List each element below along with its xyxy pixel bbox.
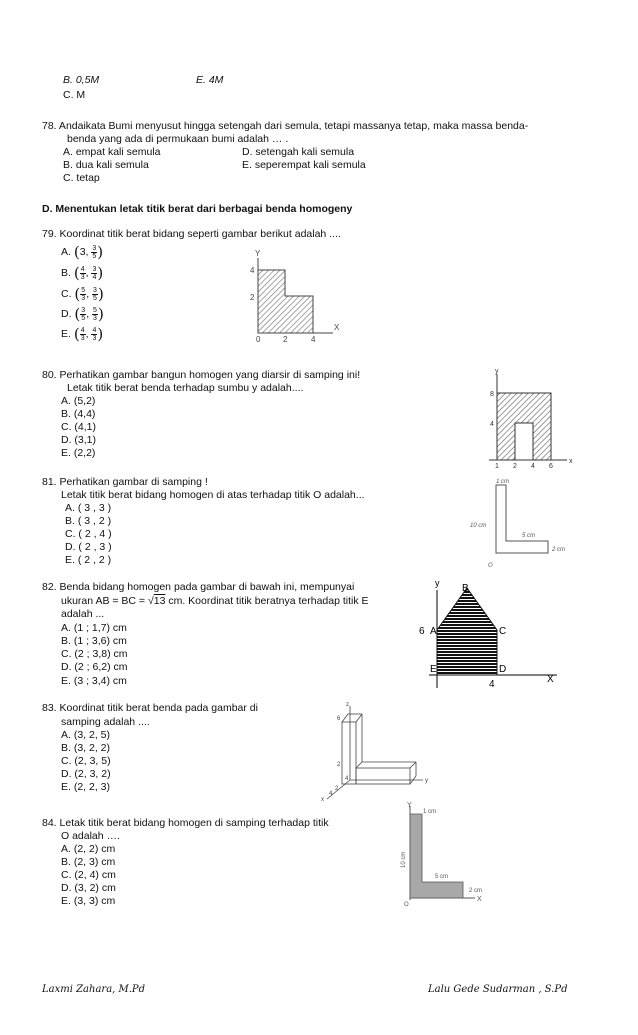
- q78-option-e: E. seperempat kali semula: [242, 159, 366, 171]
- q84-figure: [395, 802, 500, 907]
- q82-figure: [415, 574, 565, 692]
- q82-shaded-house: [437, 588, 497, 677]
- q79-shaded-region: [258, 270, 313, 333]
- q82-y-label: y: [435, 578, 440, 588]
- q81-l-shape: [496, 485, 548, 553]
- q80-tick-x2: 2: [513, 463, 517, 470]
- q84-question-line2: O adalah ….: [61, 830, 120, 842]
- section-heading: D. Menentukan letak titik berat dari berbagai benda homogeny: [42, 203, 353, 215]
- q83-label-6: 6: [337, 716, 341, 722]
- q83-option-a: A. (3, 2, 5): [61, 729, 111, 741]
- q81-label-origin: O: [488, 563, 493, 569]
- q84-label-origin: O: [404, 902, 409, 908]
- q79-question: 79. Koordinat titik berat bidang seperti gambar berikut adalah ....: [42, 228, 341, 240]
- q80-option-d: D. (3,1): [61, 434, 97, 446]
- q82-option-d: D. (2 ; 6,2) cm: [61, 661, 128, 673]
- q83-option-d: D. (2, 3, 2): [61, 768, 111, 780]
- q81-label-mid: 5 cm: [522, 533, 536, 539]
- footer-left-author: Laxmi Zahara, M.Pd: [42, 984, 146, 995]
- q81-label-left: 10 cm: [470, 523, 487, 529]
- q78-question-line2: benda yang ada di permukaan bumi adalah … .: [67, 133, 289, 145]
- q79-option-d: D. ( $\frac{3}{5}$ , $\frac{5}{3}$ ): [61, 305, 104, 323]
- q81-option-d: D. ( 2 , 3 ): [65, 541, 112, 553]
- q82-label-four: 4: [489, 679, 495, 690]
- q82-label-d: D: [499, 664, 507, 675]
- q80-option-e: E. (2,2): [61, 447, 96, 459]
- q84-y-label: Y: [407, 802, 412, 809]
- q78-option-a: A. empat kali semula: [63, 146, 161, 158]
- q83-y-label: y: [425, 778, 428, 784]
- q80-option-a: A. (5,2): [61, 395, 96, 407]
- q82-label-a: A: [430, 626, 437, 637]
- q84-label-right: 2 cm: [469, 888, 483, 894]
- q83-figure: [315, 702, 440, 802]
- q83-z-label: z: [346, 702, 349, 708]
- q81-question-line1: 81. Perhatikan gambar di samping !: [42, 476, 208, 488]
- q82-question-line2: ukuran AB = BC = √13 cm. Koordinat titik beratnya terhadap titik E: [61, 595, 369, 607]
- q78-option-b: B. dua kali semula: [63, 159, 149, 171]
- q81-option-c: C. ( 2 , 4 ): [65, 528, 112, 540]
- q79-option-a: A. ( 3 , $\frac{3}{5}$ ): [61, 243, 104, 261]
- q78-question-line1: 78. Andaikata Bumi menyusut hingga setengah dari semula, tetapi massanya tetap, maka massa benda-: [42, 120, 529, 132]
- q84-option-e: E. (3, 3) cm: [61, 895, 116, 907]
- q79-y-label: Y: [255, 249, 261, 258]
- footer-right-author: Lalu Gede Sudarman , S.Pd: [428, 984, 568, 995]
- q82-question-line3: adalah ...: [61, 608, 105, 620]
- q82-option-c: C. (2 ; 3,8) cm: [61, 648, 128, 660]
- q81-figure: [470, 475, 580, 570]
- q79-option-e: E. ( $\frac{4}{3}$ , $\frac{4}{3}$ ): [61, 325, 104, 343]
- q82-label-c: C: [499, 626, 507, 637]
- q79-tick-y2: 2: [250, 293, 255, 302]
- q84-label-top: 1 cm: [423, 809, 437, 815]
- q83-option-e: E. (2, 2, 3): [61, 781, 111, 793]
- q81-question-line2: Letak titik berat bidang homogen di atas terhadap titik O adalah...: [61, 489, 365, 501]
- q81-label-right: 2 cm: [552, 547, 566, 553]
- q81-option-b: B. ( 3 , 2 ): [65, 515, 112, 527]
- q83-option-b: B. (3, 2, 2): [61, 742, 111, 754]
- q84-option-d: D. (3, 2) cm: [61, 882, 116, 894]
- q79-option-c: C. ( $\frac{5}{3}$ , $\frac{3}{5}$ ): [61, 285, 104, 303]
- q83-label-4: 4: [345, 776, 349, 782]
- q79-tick-y4: 4: [250, 266, 255, 275]
- q82-label-b: B: [462, 583, 469, 594]
- q83-question-line1: 83. Koordinat titik berat benda pada gambar di: [42, 702, 258, 714]
- q84-x-label: X: [477, 896, 482, 903]
- q80-tick-x4: 4: [531, 463, 535, 470]
- q83-option-c: C. (2, 3, 5): [61, 755, 111, 767]
- q80-y-label: y: [495, 368, 499, 375]
- q79-tick-x2: 2: [283, 335, 288, 344]
- q77-option-e: E. 4M: [196, 74, 224, 86]
- q83-label-2b: 2: [335, 786, 339, 792]
- q84-question-line1: 84. Letak titik berat bidang homogen di samping terhadap titik: [42, 817, 329, 829]
- q80-x-label: x: [569, 458, 573, 465]
- q80-question-line1: 80. Perhatikan gambar bangun homogen yang diarsir di samping ini!: [42, 369, 361, 381]
- q80-tick-x1: 1: [495, 463, 499, 470]
- q84-option-c: C. (2, 4) cm: [61, 869, 116, 881]
- q81-label-top: 1 cm: [496, 479, 510, 485]
- q80-option-b: B. (4,4): [61, 408, 96, 420]
- q83-label-2: 2: [337, 762, 341, 768]
- q84-option-b: B. (2, 3) cm: [61, 856, 116, 868]
- q82-label-e: E: [430, 664, 437, 675]
- q80-question-line2: Letak titik berat benda terhadap sumbu y adalah....: [67, 382, 304, 394]
- q79-figure: [245, 248, 345, 343]
- q78-option-c: C. tetap: [63, 172, 100, 184]
- q80-tick-y8: 8: [490, 391, 494, 398]
- q82-label-six: 6: [419, 626, 425, 637]
- q79-option-b: B. ( $\frac{4}{3}$ , $\frac{3}{4}$ ): [61, 264, 104, 282]
- q82-option-e: E. (3 ; 3,4) cm: [61, 675, 127, 687]
- q78-option-d: D. setengah kali semula: [242, 146, 355, 158]
- q79-x-label: X: [334, 323, 340, 332]
- q83-question-line2: samping adalah ....: [61, 716, 150, 728]
- q84-label-left: 10 cm: [401, 851, 407, 868]
- q80-figure: [485, 368, 575, 470]
- q83-label-4b: 4: [329, 791, 333, 797]
- q79-tick-x0: 0: [256, 335, 261, 344]
- q77-option-c: C. M: [63, 89, 86, 101]
- q84-label-mid: 5 cm: [435, 874, 449, 880]
- q79-tick-x4: 4: [311, 335, 316, 344]
- q80-tick-y4: 4: [490, 421, 494, 428]
- q80-tick-x6: 6: [549, 463, 553, 470]
- q77-option-b: B. 0,5M: [63, 74, 100, 86]
- q84-option-a: A. (2, 2) cm: [61, 843, 116, 855]
- q84-l-shape: [410, 814, 463, 898]
- q81-option-a: A. ( 3 , 3 ): [65, 502, 112, 514]
- q82-option-a: A. (1 ; 1,7) cm: [61, 622, 127, 634]
- q82-question-line1: 82. Benda bidang homogen pada gambar di bawah ini, mempunyai: [42, 581, 355, 593]
- q81-option-e: E. ( 2 , 2 ): [65, 554, 112, 566]
- q82-x-label: X: [547, 674, 554, 685]
- q83-x-label: x: [321, 797, 324, 803]
- q80-option-c: C. (4,1): [61, 421, 97, 433]
- q80-shaded-region: [497, 393, 551, 460]
- q82-option-b: B. (1 ; 3,6) cm: [61, 635, 127, 647]
